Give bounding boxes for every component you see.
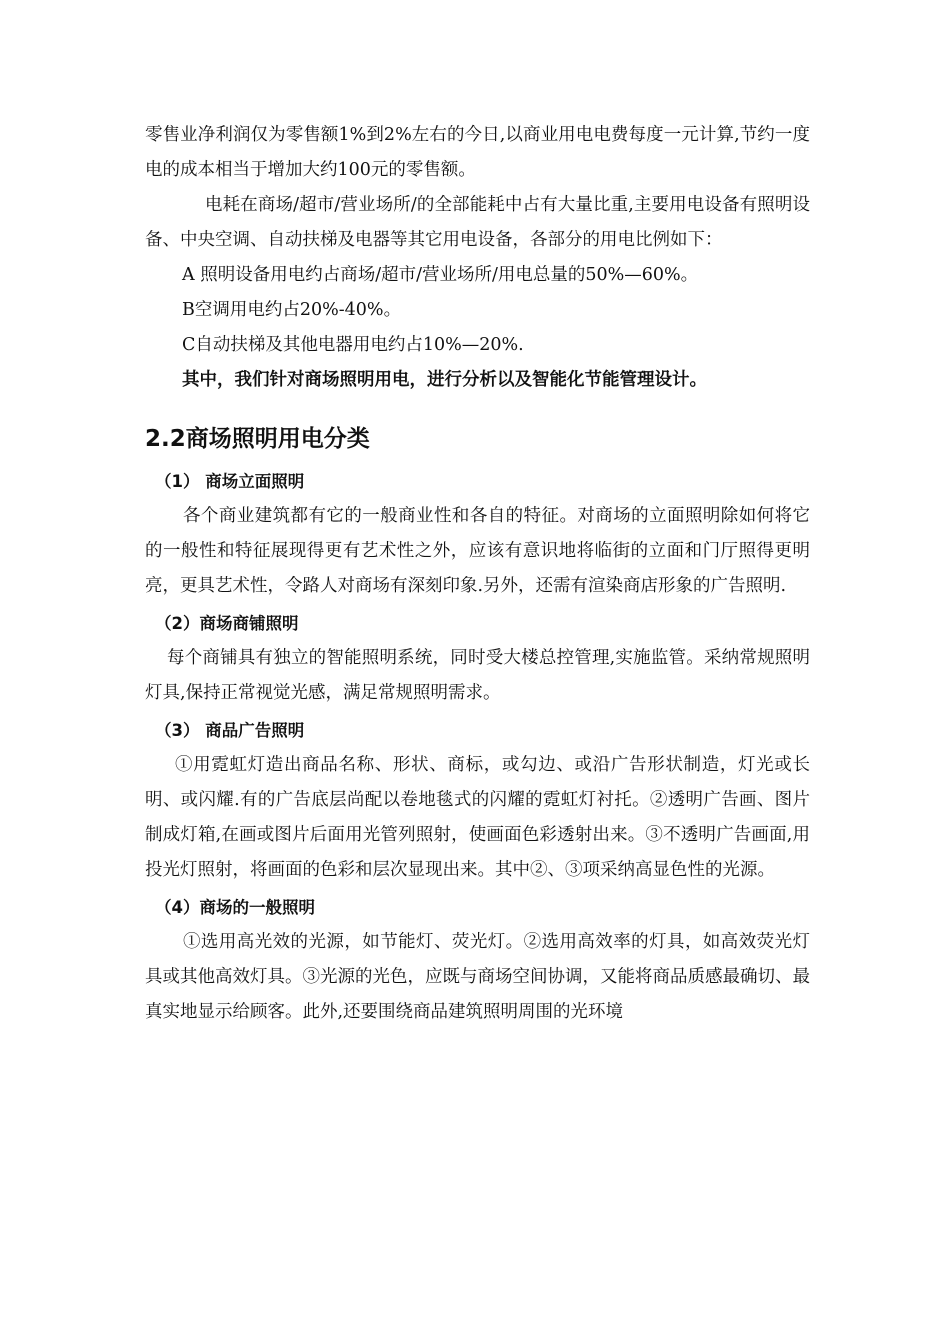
list-item-c: C自动扶梯及其他电器用电约占10%—20%. — [182, 335, 524, 355]
section-heading: 2.2商场照明用电分类 — [145, 426, 370, 452]
paragraph-retail-profit: 零售业净利润仅为零售额1%到2%左右的今日,以商业用电电费每度一元计算,节约一度电的成本相当于增加大约100元的零售额。 — [145, 125, 810, 180]
subsection-body-4: ①选用高光效的光源，如节能灯、荧光灯。②选用高效率的灯具，如高效荧光灯具或其他高效灯具。③光源的光色，应既与商场空间协调，又能将商品质感最确切、最真实地显示给顾客。此外,还要围绕商品建筑照明周围的光环境 — [145, 932, 810, 1022]
document-body — [145, 118, 810, 1030]
subsection-body-3: ①用霓虹灯造出商品名称、形状、商标，或勾边、或沿广告形状制造，灯光或长明、或闪耀.有的广告底层尚配以卷地毯式的闪耀的霓虹灯衬托。②透明广告画、图片制成灯箱,在画或图片后面用光管列照射，使画面色彩透射出来。③不透明广告画面,用投光灯照射，将画面的色彩和层次显现出来。其中②、③项采纳高显色性的光源。 — [145, 755, 810, 880]
subsection-title-4: （4）商场的一般照明 — [155, 898, 315, 917]
paragraph-energy-share: 电耗在商场/超市/营业场所/的全部能耗中占有大量比重,主要用电设备有照明设备、中央空调、自动扶梯及电器等其它用电设备，各部分的用电比例如下： — [145, 195, 810, 250]
summary-statement: 其中，我们针对商场照明用电，进行分析以及智能化节能管理设计。 — [182, 370, 707, 390]
subsection-title-1: （1） 商场立面照明 — [155, 472, 305, 491]
subsection-body-1: 各个商业建筑都有它的一般商业性和各自的特征。对商场的立面照明除如何将它的一般性和特征展现得更有艺术性之外，应该有意识地将临街的立面和门厅照得更明亮，更具艺术性，令路人对商场有深刻印象.另外，还需有渲染商店形象的广告照明. — [145, 506, 810, 596]
list-item-b: B空调用电约占20%-40%。 — [182, 300, 402, 320]
subsection-title-3: （3） 商品广告照明 — [155, 721, 305, 740]
subsection-title-2: （2）商场商铺照明 — [155, 614, 299, 633]
list-item-a: A 照明设备用电约占商场/超市/营业场所/用电总量的50%—60%。 — [182, 265, 699, 285]
subsection-body-2: 每个商铺具有独立的智能照明系统，同时受大楼总控管理,实施监管。采纳常规照明灯具,保持正常视觉光感，满足常规照明需求。 — [145, 648, 810, 703]
